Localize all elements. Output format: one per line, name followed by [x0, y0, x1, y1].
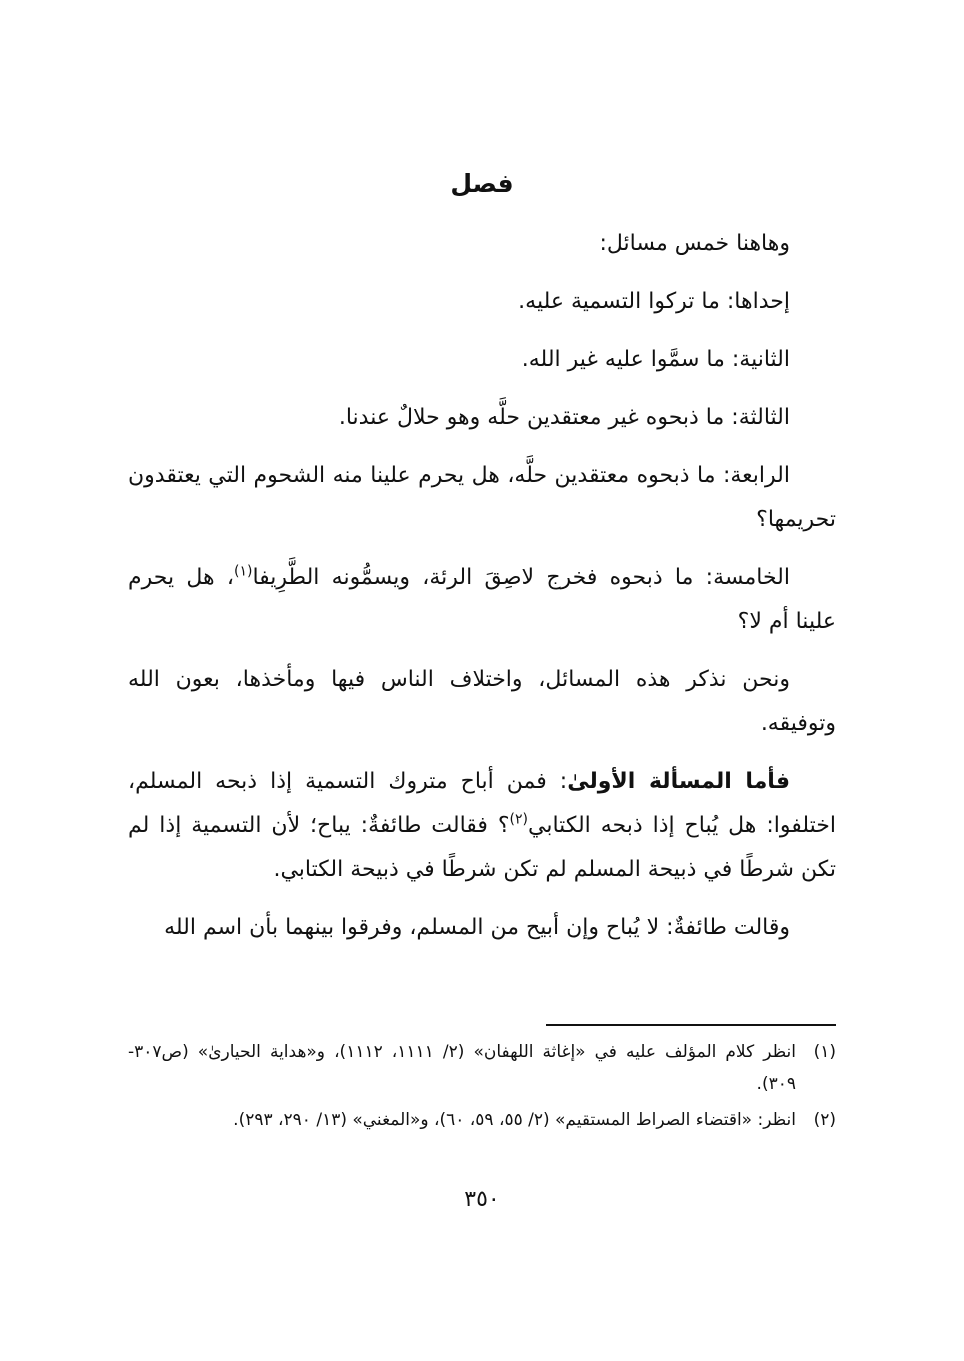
first-issue-text-b: ؟ فقالت طائفةٌ: يباح؛ لأن التسمية إذا لم تكن شرطًا في ذبيحة المسلم لم تكن شرطًا في ذبيحة الكتابي. [128, 813, 836, 882]
first-issue-text-a: : فمن أباح متروك التسمية إذا ذبحه المسلم، اختلفوا: هل يُباح إذا ذبحه الكتابي [128, 769, 836, 838]
paragraph-plan: ونحن نذكر هذه المسائل، واختلاف الناس فيها ومأخذها، بعون الله وتوفيقه. [128, 667, 836, 736]
footnotes [128, 1036, 836, 1140]
main-text [128, 222, 836, 950]
page-number: ٣٥٠ [464, 1187, 500, 1212]
footnote-2 [128, 1104, 836, 1136]
paragraph-intro: وهاهنا خمس مسائل: [599, 231, 790, 256]
footnote-2-text: انظر: «اقتضاء الصراط المستقيم» (٢/ ٥٥، ٥٩، ٦٠)، و«المغني» (١٣/ ٢٩٠، ٢٩٣). [233, 1110, 796, 1130]
footnote-1-number: (١) [813, 1042, 836, 1062]
first-issue-heading: فأما المسألة الأولىٰ [567, 769, 790, 794]
paragraph-second-opinion: وقالت طائفةٌ: لا يُباح وإن أبيح من المسلم، وفرقوا بينهما بأن اسم الله [164, 915, 790, 940]
footnote-2-number: (٢) [813, 1110, 836, 1130]
paragraph-issue-2: الثانية: ما سمَّوا عليه غير الله. [521, 347, 790, 372]
footnote-ref-2[interactable]: (٢) [509, 811, 529, 828]
paragraph-first-issue [128, 760, 836, 892]
paragraph-issue-4: الرابعة: ما ذبحوه معتقدين حلَّه، هل يحرم علينا منه الشحوم التي يعتقدون تحريمها؟ [128, 463, 836, 532]
paragraph-issue-5 [128, 556, 836, 644]
section-title: فصل [450, 169, 514, 198]
paragraph-issue-5-text-b: ، هل يحرم علينا أم لا؟ [128, 565, 836, 634]
footnote-1 [128, 1036, 836, 1100]
paragraph-issue-5-text-a: الخامسة: ما ذبحوه فخرج لاصِقَ الرئة، ويسمُّونه الطَّرِيفا [252, 565, 790, 590]
footnote-separator [546, 1024, 836, 1026]
footnote-ref-1[interactable]: (١) [233, 563, 253, 580]
paragraph-issue-3: الثالثة: ما ذبحوه غير معتقدين حلَّه وهو حلالٌ عندنا. [338, 405, 790, 430]
paragraph-issue-1: إحداها: ما تركوا التسمية عليه. [518, 289, 790, 314]
footnote-1-text: انظر كلام المؤلف عليه في «إغاثة اللهفان» (٢/ ١١١١، ١١١٢)، و«هداية الحيارىٰ» (ص٣٠٧- ٣٠٩). [128, 1042, 796, 1094]
